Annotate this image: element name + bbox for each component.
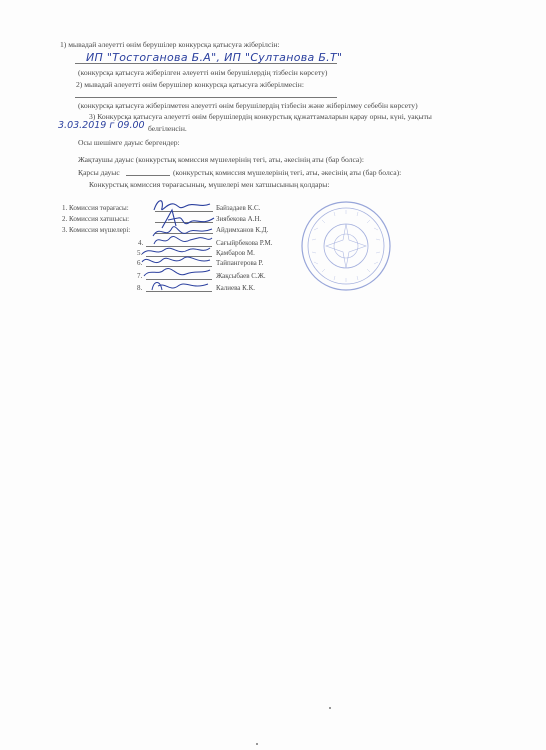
signatory-name: Жақсыбаев С.Ж. — [216, 272, 266, 280]
signatory-role: 1. Комиссия төрағасы: — [62, 204, 129, 212]
signatory-role: 5. — [137, 249, 143, 257]
signatory-role: 7. — [137, 272, 143, 280]
signatory-role: 8. — [137, 284, 143, 292]
signatory-name: Айдимханов К.Д. — [216, 226, 269, 234]
signatory-name: Тайпангерова Р. — [216, 259, 264, 267]
voted-text: Осы шешімге дауыс бергендер: — [78, 138, 180, 147]
item-1-text: 1) мывадай әлеуетті өнім берушілер конкурсқа қатысуға жіберілсін: — [60, 40, 280, 49]
item-2-text: 2) мывадай әлеуетті өнім берушілер конкурсқа қатысуға жіберілмесін: — [76, 80, 304, 89]
signatory-role: 4. — [138, 239, 144, 247]
item-2-underline — [75, 97, 337, 98]
against-vote-label: Қарсы дауыс — [78, 168, 120, 177]
item-1-underline — [75, 63, 337, 64]
signatory-name: Зиябекова А.Н. — [216, 215, 262, 223]
speck — [329, 707, 331, 709]
signatory-name: Байзадаев К.С. — [216, 204, 261, 212]
signatory-role: 3. Комиссия мүшелері: — [62, 226, 131, 234]
signatory-role: 6. — [137, 259, 143, 267]
against-vote-rest: (конкурстық комиссия мүшелерінің тегі, аты, әкесінің аты (бар болса): — [173, 168, 402, 177]
item-3-end: белгіленсін. — [148, 124, 187, 133]
signatory-role: 2. Комиссия хатшысы: — [62, 215, 130, 223]
for-vote-text: Жақтаушы дауыс (конкурстық комиссия мүшелерінің тегі, аты, әкесінің аты (бар болса): — [78, 155, 364, 164]
item-3-text: 3) Конкурсқа қатысуға әлеуетті өнім берушілердің конкурстық құжаттамаларын қарау орны, күні, уақыты — [89, 112, 432, 121]
against-vote-blank — [126, 175, 170, 176]
signed-by-text: Конкурстық комиссия төрағасының, мүшелері мен хатшысының қолдары: — [89, 180, 330, 189]
signatory-name: Қамбаров М. — [216, 249, 255, 257]
signatory-name: Сағыйрбекова Р.М. — [216, 239, 273, 247]
signature-member-8 — [148, 276, 212, 296]
item-2-note: (конкурсқа қатысуға жіберілметен әлеуетті өнім берушілердің тізбесін және жіберілмеу себебін көрсету) — [78, 101, 418, 110]
item-1-note: (конкурсқа қатысуға жіберілген әлеуетті өнім берушілердің тізбесін көрсету) — [78, 68, 328, 77]
item-1-handwritten-names: ИП "Тостоганова Б.А", ИП "Султанова Б.Т" — [86, 51, 343, 64]
official-stamp — [300, 200, 392, 292]
signatory-name: Калиева К.К. — [216, 284, 255, 292]
item-3-handwritten-date: 3.03.2019 г 09.00 — [58, 120, 145, 131]
speck — [256, 743, 258, 745]
